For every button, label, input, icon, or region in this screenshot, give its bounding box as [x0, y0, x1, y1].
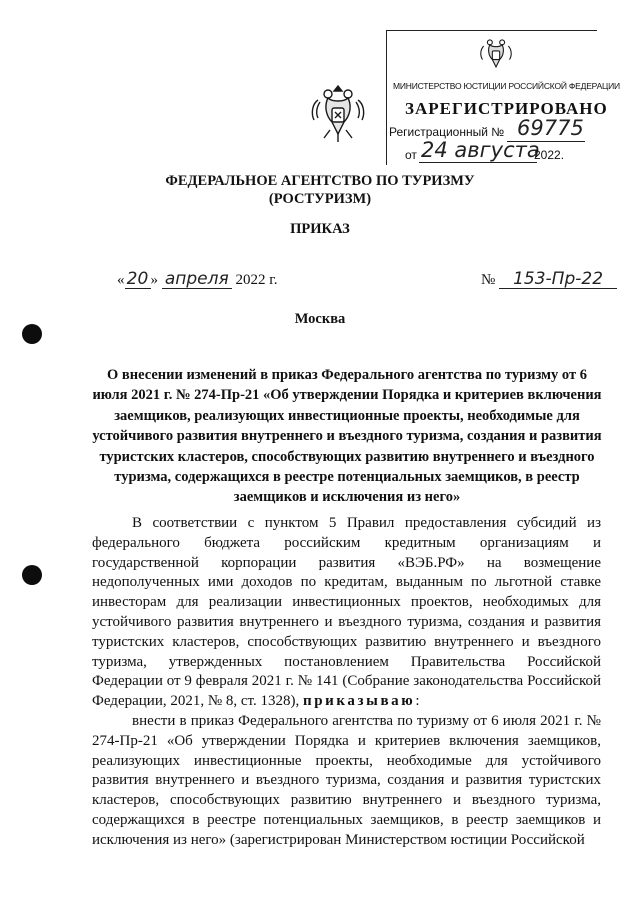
agency-line-1: ФЕДЕРАЛЬНОЕ АГЕНТСТВО ПО ТУРИЗМУ [165, 173, 475, 189]
stamp-ministry: МИНИСТЕРСТВО ЮСТИЦИИ РОССИЙСКОЙ ФЕДЕРАЦИИ [393, 81, 620, 91]
punch-hole [22, 565, 42, 585]
date-month: апреля [164, 269, 229, 289]
order-body [92, 514, 601, 851]
stamp-emblem-icon [477, 35, 515, 73]
stamp-date-underline [419, 162, 537, 163]
date-day: 20 [126, 269, 149, 289]
body-emphasis: приказываю [302, 693, 416, 710]
order-number-value: 153-Пр-22 [513, 269, 604, 289]
city: Москва [294, 311, 346, 327]
stamp-regnum-value: 69775 [517, 116, 584, 140]
stamp-date-value: 24 августа [421, 138, 540, 162]
agency-name [0, 172, 640, 208]
date-open-quote: « [117, 272, 125, 288]
registration-stamp [386, 30, 620, 165]
stamp-registered: ЗАРЕГИСТРИРОВАНО [405, 99, 608, 118]
order-title: ПРИКАЗ [290, 221, 350, 237]
date-close-quote: » [150, 272, 158, 288]
body-paragraph-2: внести в приказ Федерального агентства по туризму от 6 июля 2021 г. № 274-Пр-21 «Об утверждении Порядка и критериев включения заемщиков, реализующих инвестиционные проекты, необходимые для устойчивого развития внутреннего и въездного туризма, создания и развития туристских кластеров, способствующих развитию внутреннего и въездного туризма, содержащихся в реестре потенциальных заемщиков, в реестр заемщиков и исключения из него» (зарегистрирован Министерством юстиции Российской [92, 712, 601, 848]
body-paragraph-1 [92, 514, 601, 712]
order-heading: О внесении изменений в приказ Федерального агентства по туризму от 6 июля 2021 г. № 274-Пр-21 «Об утверждении Порядка и критериев включения заемщиков, реализующих инвестиционные проекты, необходимые для устойчивого развития внутреннего и въездного туризма, создания и развития туристских кластеров, способствующих развитию внутреннего и въездного туризма, содержащихся в реестре потенциальных заемщиков, в реестр заемщиков и исключения из него» [92, 367, 602, 506]
state-emblem-icon [308, 82, 368, 144]
agency-line-2: (РОСТУРИЗМ) [268, 191, 372, 207]
date-year: 2022 г. [235, 272, 278, 288]
order-number-label: № [481, 272, 496, 288]
body-paragraph-1-text: В соответствии с пунктом 5 Правил предоставления субсидий из федерального бюджета российским кредитным организациям и государственной корпорации развития «ВЭБ.РФ» на возмещение недополученных ими доходов по кредитам, выданным по льготной ставке инвесторам для реализации инвестиционных проектов, необходимых для устойчивого развития внутреннего и въездного туризма, создания и развития туристских кластеров, способствующих развитию внутреннего и въездного туризма, утвержденных постановлением Правительства Российской Федерации от 9 февраля 2021 г. № 141 (Собрание законодательства Российской Федерации, 2021, № 8, ст. 1328), [92, 515, 601, 710]
order-date [117, 271, 277, 289]
order-number [481, 271, 617, 289]
stamp-regnum-label: Регистрационный № [389, 125, 505, 139]
stamp-year: 2022. [534, 148, 565, 162]
body-paragraph-1-end: : [415, 693, 420, 710]
stamp-from-label: от [405, 148, 417, 162]
